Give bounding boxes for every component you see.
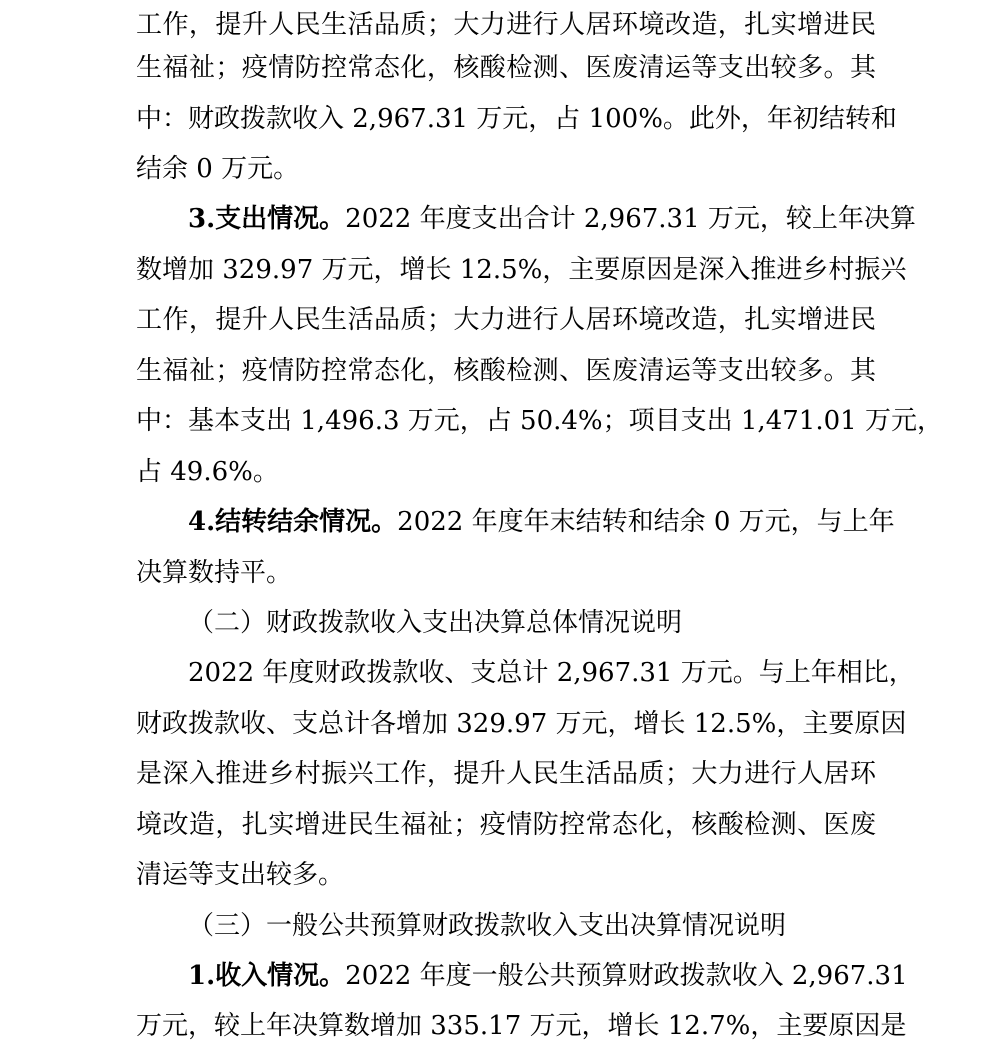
paragraph-line: 中：财政拨款收入 2,967.31 万元，占 100%。此外，年初结转和: [136, 104, 897, 134]
paragraph-text: 2022 年度年末结转和结余 0 万元，与上年: [397, 507, 895, 537]
expense-paragraph-first-line: [188, 194, 916, 244]
paragraph-line: 决算数持平。: [136, 558, 293, 588]
expense-heading: 3.支出情况。: [188, 204, 346, 234]
paragraph-line: 生福祉；疫情防控常态化，核酸检测、医废清运等支出较多。其: [136, 53, 876, 83]
paragraph-line: 占 49.6%。: [136, 457, 279, 487]
paragraph-line: 是深入推进乡村振兴工作，提升人民生活品质；大力进行人居环: [136, 759, 876, 789]
income-paragraph-first-line: [188, 951, 908, 1001]
paragraph-line: 2022 年度财政拨款收、支总计 2,967.31 万元。与上年相比，: [188, 658, 915, 688]
paragraph-line: 财政拨款收、支总计各增加 329.97 万元，增长 12.5%，主要原因: [136, 709, 907, 739]
paragraph-line: 工作，提升人民生活品质；大力进行人居环境改造，扎实增进民: [136, 10, 876, 40]
paragraph-line: 万元，较上年决算数增加 335.17 万元，增长 12.7%，主要原因是: [136, 1011, 907, 1041]
paragraph-line: 境改造，扎实增进民生福祉；疫情防控常态化，核酸检测、医废: [136, 810, 876, 840]
paragraph-text: 2022 年度支出合计 2,967.31 万元，较上年决算: [345, 204, 916, 234]
income-heading: 1.收入情况。: [188, 961, 346, 991]
carryover-heading: 4.结转结余情况。: [188, 507, 398, 537]
section-heading-2: （二）财政拨款收入支出决算总体情况说明: [188, 608, 683, 638]
paragraph-line: 结余 0 万元。: [136, 154, 300, 184]
section-heading-3: （三）一般公共预算财政拨款收入支出决算情况说明: [188, 911, 787, 941]
paragraph-text: 2022 年度一般公共预算财政拨款收入 2,967.31: [345, 961, 908, 991]
paragraph-line: 中：基本支出 1,496.3 万元，占 50.4%；项目支出 1,471.01 万元，: [136, 406, 943, 436]
carryover-paragraph-first-line: [188, 497, 895, 547]
paragraph-line: 生福祉；疫情防控常态化，核酸检测、医废清运等支出较多。其: [136, 356, 876, 386]
paragraph-line: 清运等支出较多。: [136, 860, 345, 890]
paragraph-line: 数增加 329.97 万元，增长 12.5%，主要原因是深入推进乡村振兴: [136, 255, 907, 285]
paragraph-line: 工作，提升人民生活品质；大力进行人居环境改造，扎实增进民: [136, 305, 876, 335]
